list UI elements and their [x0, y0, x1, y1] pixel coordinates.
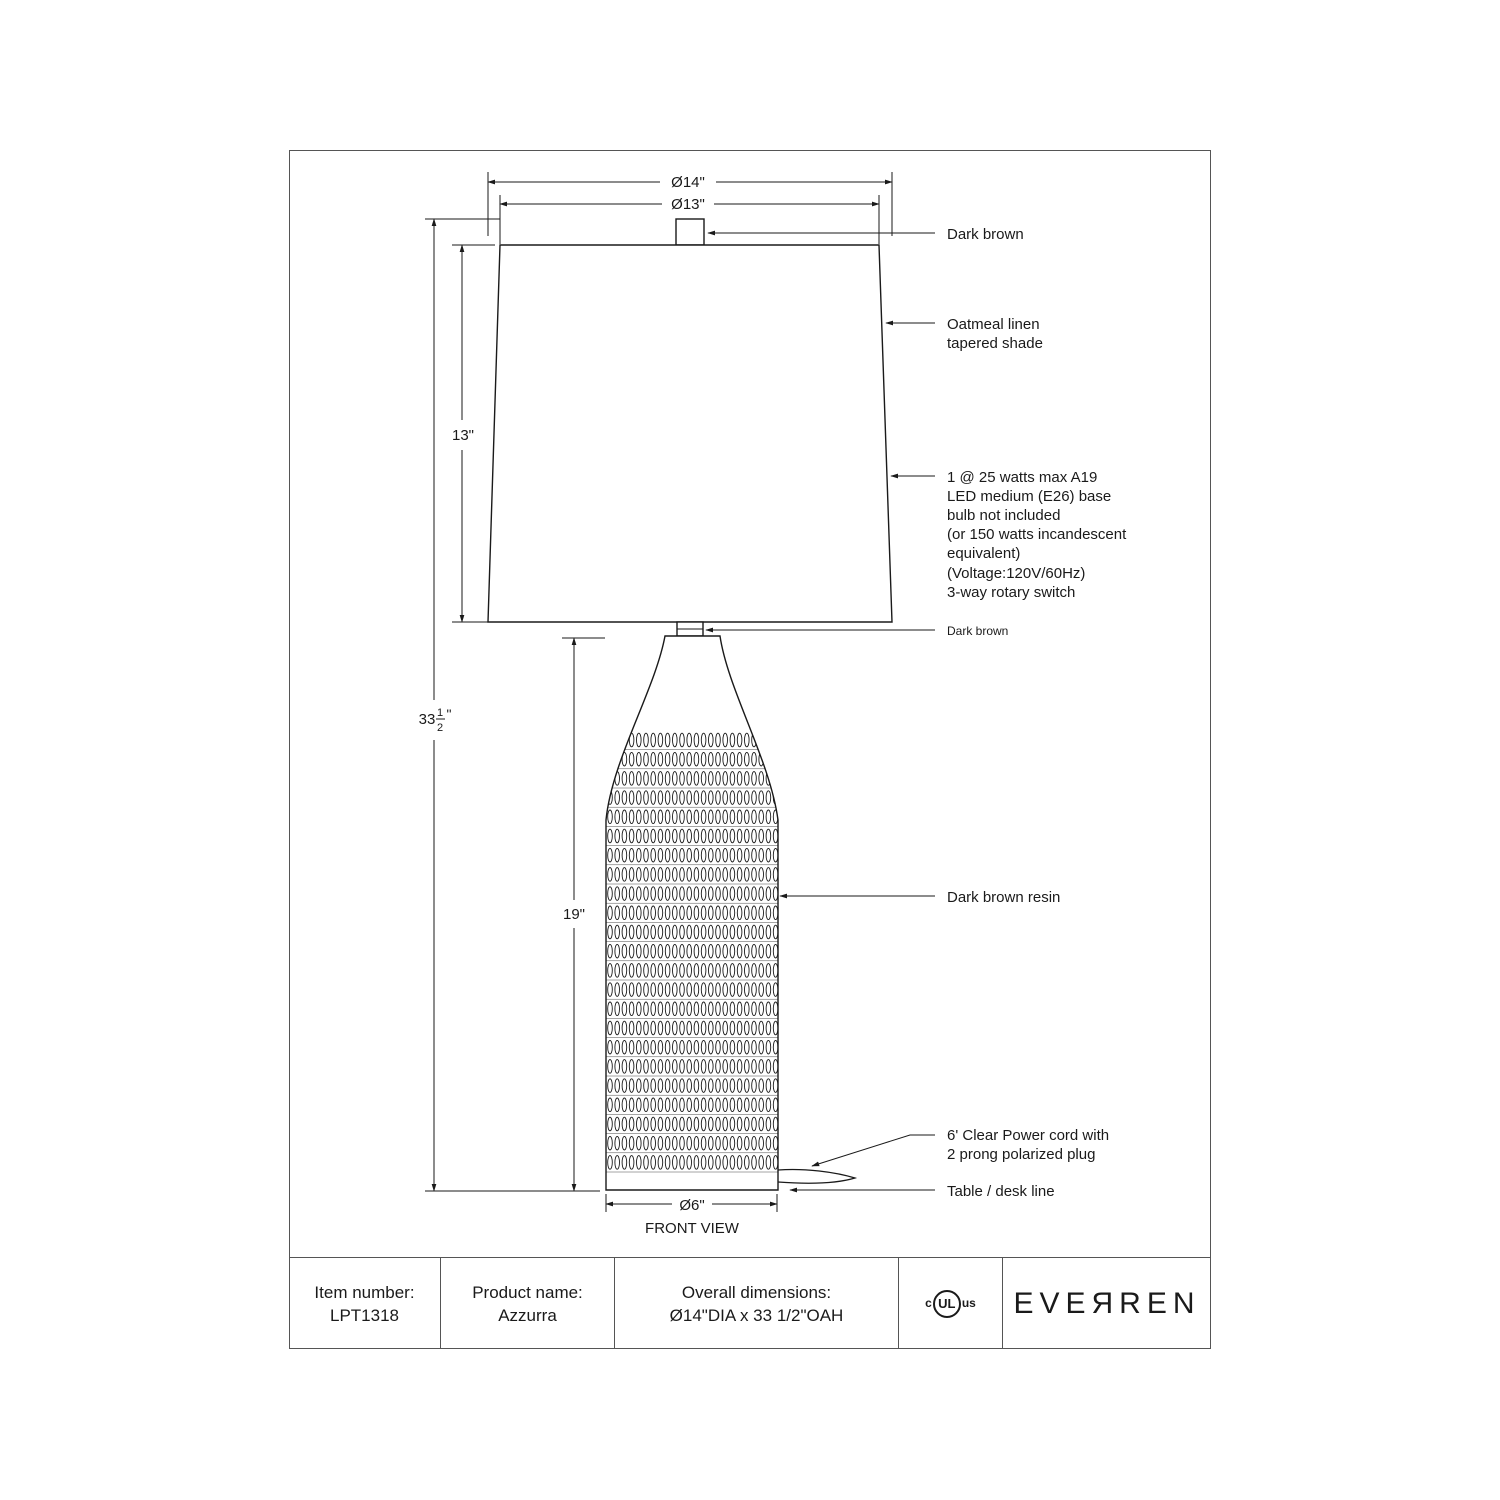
power-cord	[778, 1169, 855, 1183]
item-number-value: LPT1318	[330, 1305, 399, 1325]
callout-table: Table / desk line	[947, 1183, 1055, 1200]
cert-c-text: c	[925, 1296, 932, 1310]
base-diameter-label: Ø6"	[679, 1197, 705, 1214]
base-height-label: 19"	[562, 906, 586, 923]
callout-bulb-1: 1 @ 25 watts max A19	[947, 469, 1098, 486]
brand-cell	[1003, 1258, 1211, 1349]
finial	[676, 219, 704, 245]
callout-bulb-3: bulb not included	[947, 507, 1061, 524]
callout-shade-1: Oatmeal linen	[947, 316, 1040, 333]
leader-cord	[812, 1135, 935, 1166]
shade-height-label: 13"	[451, 427, 475, 444]
callout-cord-2: 2 prong polarized plug	[947, 1146, 1096, 1163]
cert-us-text: us	[961, 1296, 976, 1310]
shade-outer-diameter-label: Ø14"	[671, 174, 705, 191]
title-block	[289, 1257, 1211, 1349]
item-number-cell	[289, 1258, 441, 1349]
product-name-value: Azzurra	[498, 1305, 557, 1325]
shade-inner-diameter-label: Ø13"	[671, 196, 705, 213]
certification-cell	[899, 1258, 1003, 1349]
overall-height-unit: "	[446, 706, 452, 722]
callout-bulb-2: LED medium (E26) base	[947, 488, 1112, 505]
front-view-label: FRONT VIEW	[645, 1220, 739, 1237]
cul-us-certification-icon	[925, 1290, 976, 1318]
overall-height-denominator: 2	[436, 722, 444, 734]
overall-height-whole: 33	[418, 711, 436, 728]
callout-bulb-5: equivalent)	[947, 545, 1021, 562]
overall-dimensions-value: Ø14"DIA x 33 1/2"OAH	[669, 1305, 844, 1325]
lamp-shade	[488, 245, 892, 622]
callout-bulb-7: 3-way rotary switch	[947, 584, 1076, 601]
callout-shade-2: tapered shade	[947, 335, 1043, 352]
item-number-label: Item number:	[314, 1282, 415, 1302]
overall-dimensions-label: Overall dimensions:	[681, 1282, 832, 1302]
ul-circle	[933, 1290, 961, 1318]
callout-cord-1: 6' Clear Power cord with	[947, 1127, 1110, 1144]
callout-bulb-4: (or 150 watts incandescent	[947, 526, 1127, 543]
brand-logo: EVEЯREN	[1013, 1287, 1201, 1320]
callout-body: Dark brown resin	[947, 889, 1061, 906]
callout-neck: Dark brown	[947, 624, 1009, 638]
callout-finial: Dark brown	[947, 226, 1024, 243]
product-name-cell	[441, 1258, 615, 1349]
overall-height-numerator: 1	[436, 707, 444, 719]
cert-ul-text: UL	[938, 1296, 956, 1311]
product-name-label: Product name:	[472, 1282, 583, 1302]
callout-bulb-6: (Voltage:120V/60Hz)	[947, 565, 1086, 582]
overall-dimensions-cell	[615, 1258, 899, 1349]
